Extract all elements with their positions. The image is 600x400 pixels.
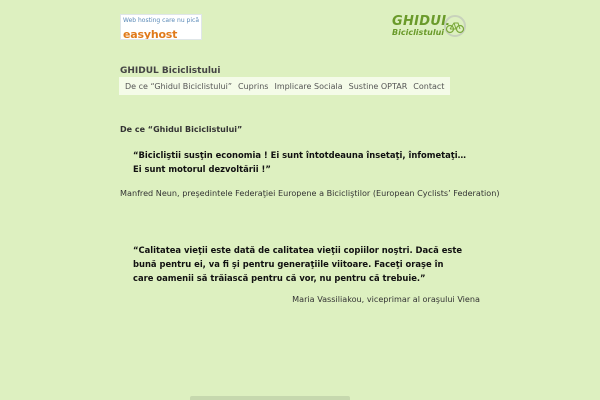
bottom-panel-edge	[190, 396, 350, 400]
nav-item-sustine-optar[interactable]: Sustine OPTAR	[348, 81, 408, 91]
nav-item-de-ce[interactable]: De ce “Ghidul Biciclistului”	[125, 81, 232, 91]
site-logo[interactable]	[392, 14, 468, 38]
site-title[interactable]: GHIDUL Biciclistului	[120, 66, 221, 76]
ad-tagline: Web hosting care nu pică	[123, 17, 199, 24]
quote-1-attribution: Manfred Neun, preşedintele Federaţiei Europene a Bicicliştilor (European Cyclists’ Federation)	[120, 188, 500, 198]
quote-1: “Bicicliştii susţin economia ! Ei sunt întotdeauna însetaţi, înfometaţi… Ei sunt motorul dezvoltării !”	[133, 150, 467, 174]
nav-item-contact[interactable]: Contact	[413, 81, 445, 91]
ad-brand-logo	[123, 28, 177, 40]
quote-2-attribution: Maria Vassiliakou, viceprimar al oraşului Viena	[292, 294, 480, 304]
main-nav	[119, 77, 450, 95]
page-heading: De ce “Ghidul Biciclistului”	[120, 125, 243, 134]
nav-item-cuprins[interactable]: Cuprins	[237, 81, 269, 91]
quote-2: “Calitatea vieţii este dată de calitatea vieţii copiilor noştri. Dacă este bună pentru ei, va fi şi pentru generaţiile viitoare. Faceţi oraşe în care oamenii să trăiască pentru că vor, nu pentru că trebuie.”	[133, 245, 463, 283]
logo-line1: GHIDUL	[392, 14, 450, 29]
ad-brand-part1: easy	[123, 28, 151, 40]
ad-brand-part2: host	[150, 28, 178, 40]
bicycle-icon	[442, 15, 468, 37]
nav-item-implicare-sociala[interactable]: Implicare Sociala	[274, 81, 343, 91]
logo-line2: Biciclistului	[392, 28, 445, 37]
hosting-ad-banner[interactable]	[120, 14, 202, 40]
